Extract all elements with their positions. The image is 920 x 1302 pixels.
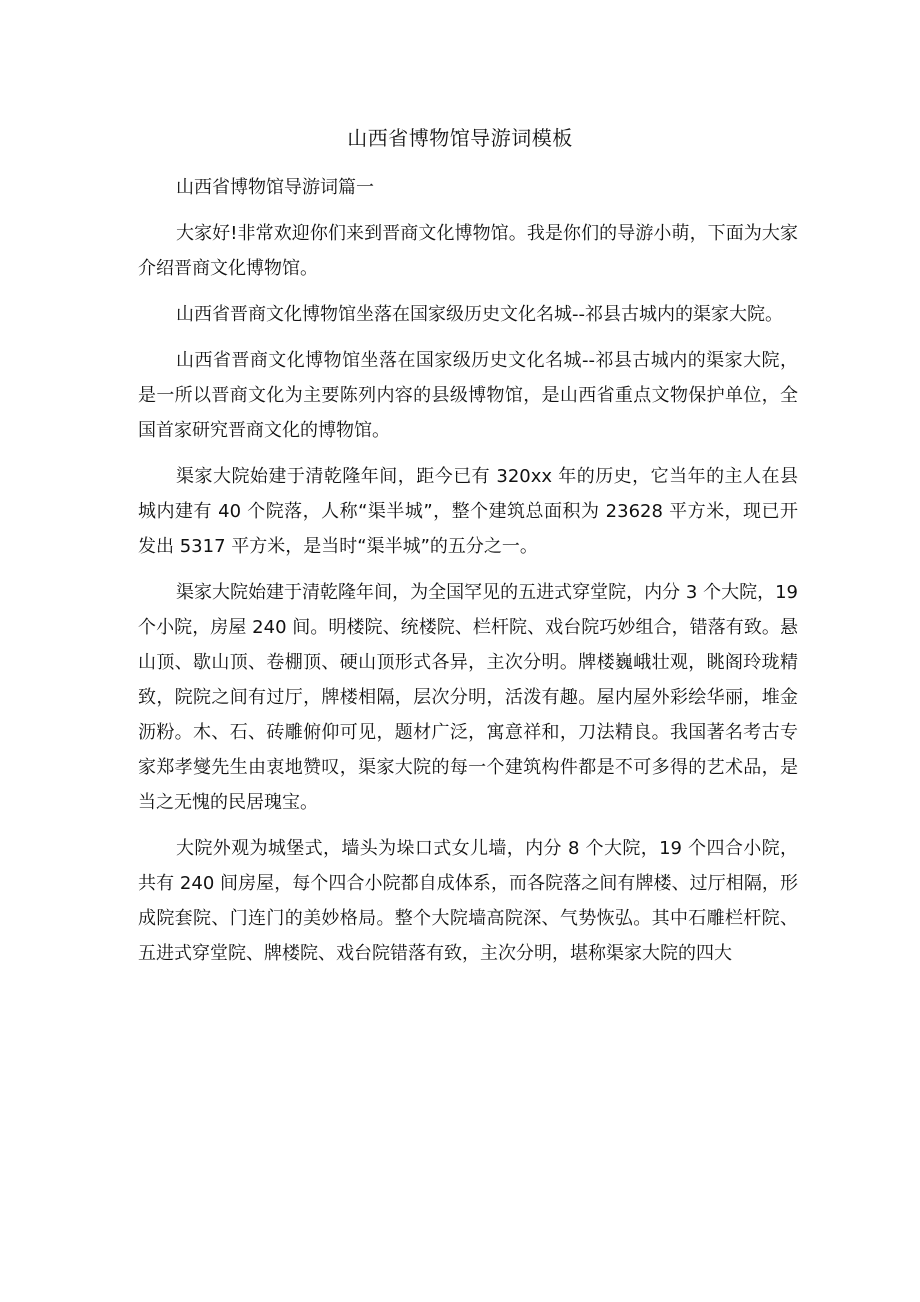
paragraph-location: 山西省晋商文化博物馆坐落在国家级历史文化名城--祁县古城内的渠家大院。 (176, 304, 783, 325)
document-body (138, 170, 798, 982)
paragraph-layout: 大院外观为城堡式，墙头为垛口式女儿墙，内分 8 个大院，19 个四合小院，共有 240 间房屋，每个四合小院都自成体系，而各院落之间有牌楼、过厅相隔，形成院套院、门连门的美妙格局。整个大院墙高院深、气势恢弘。其中石雕栏杆院、五进式穿堂院、牌楼院、戏台院错落有致，主次分明，堪称渠家大院的四大 (138, 838, 798, 964)
paragraph-history: 渠家大院始建于清乾隆年间，距今已有 320xx 年的历史，它当年的主人在县城内建有 40 个院落，人称“渠半城”，整个建筑总面积为 23628 平方米，现已开发出 5317 平方米，是当时“渠半城”的五分之一。 (138, 466, 798, 557)
section-heading: 山西省博物馆导游词篇一 (176, 177, 374, 198)
paragraph-greeting: 大家好!非常欢迎你们来到晋商文化博物馆。我是你们的导游小萌，下面为大家介绍晋商文化博物馆。 (138, 223, 798, 279)
paragraph-museum-intro: 山西省晋商文化博物馆坐落在国家级历史文化名城--祁县古城内的渠家大院，是一所以晋商文化为主要陈列内容的县级博物馆，是山西省重点文物保护单位，全国首家研究晋商文化的博物馆。 (138, 350, 798, 441)
paragraph-architecture: 渠家大院始建于清乾隆年间，为全国罕见的五进式穿堂院，内分 3 个大院，19 个小院，房屋 240 间。明楼院、统楼院、栏杆院、戏台院巧妙组合，错落有致。悬山顶、歇山顶、卷棚顶、硬山顶形式各异，主次分明。牌楼巍峨壮观，眺阁玲珑精致，院院之间有过厅，牌楼相隔，层次分明，活泼有趣。屋内屋外彩绘华丽，堆金沥粉。木、石、砖雕俯仰可见，题材广泛，寓意祥和，刀法精良。我国著名考古专家郑孝燮先生由衷地赞叹，渠家大院的每一个建筑构件都是不可多得的艺术品，是当之无愧的民居瑰宝。 (138, 582, 798, 813)
document-title: 山西省博物馆导游词模板 (347, 126, 573, 150)
